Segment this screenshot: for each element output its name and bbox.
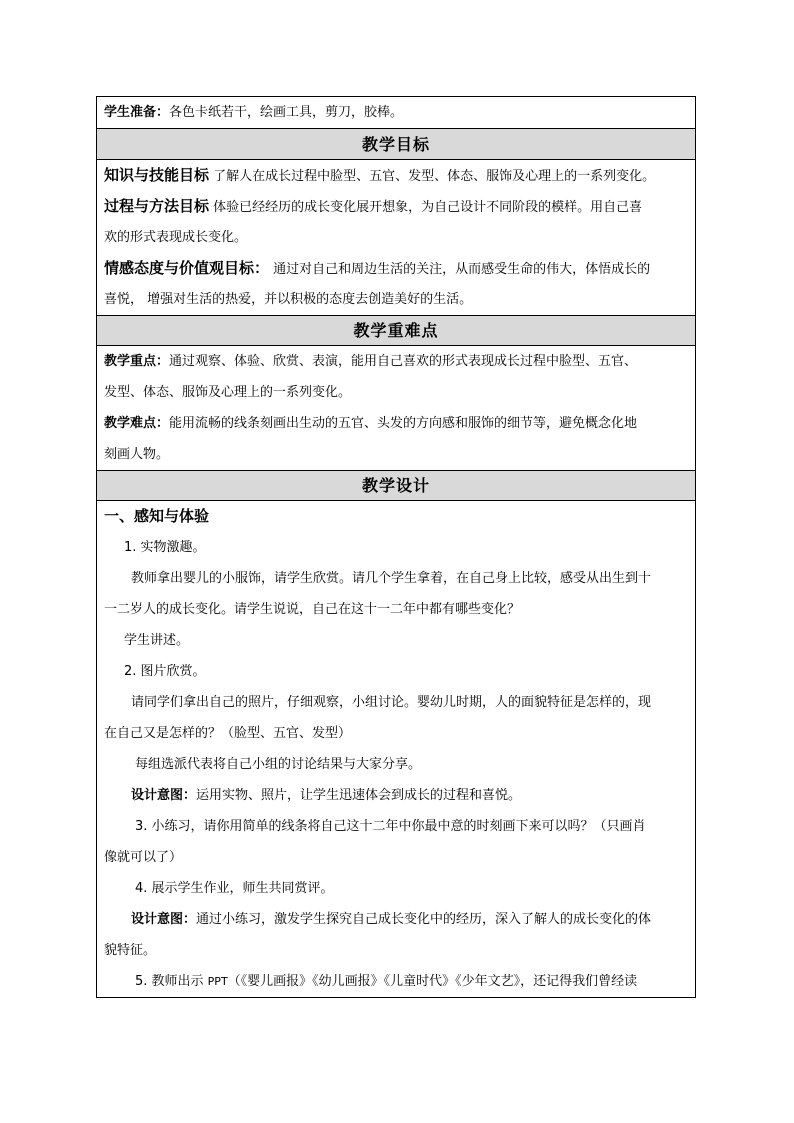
step-1-para-1: 教师拿出婴儿的小服饰，请学生欣赏。请几个学生拿着，在自己身上比较，感受从出生到十 [131,571,652,586]
process-text-1: 体验已经经历的成长变化展开想象，为自己设计不同阶段的模样。用自己喜 [213,200,643,215]
focus-label: 教学重点： [104,354,170,369]
intent-2-text-1: 通过小练习，激发学生探究自己成长变化中的经历，深入了解人的成长变化的体 [196,912,652,927]
process-label: 过程与方法目标 [104,197,210,215]
step-3-line-1: 3. 小练习，请你用简单的线条将自己这十二年中你最中意的时刻画下来可以吗？（只画肖 [135,819,646,834]
objectives-body [97,160,695,316]
intent-2-label: 设计意图： [131,912,197,927]
step-2-para-1: 请同学们拿出自己的照片，仔细观察，小组讨论。婴幼儿时期，人的面貌特征是怎样的，现 [131,695,652,710]
step-5-ppt: PPT [207,975,228,988]
step-2-para-2: 在自己又是怎样的？（脸型、五官、发型） [104,726,352,741]
step-1-para-2: 一二岁人的成长变化。请学生说说，自己在这十一二年中都有哪些变化？ [104,602,521,617]
intent-1-label: 设计意图： [131,788,197,803]
intent-1-text: 运用实物、照片，让学生迅速体会到成长的过程和喜悦。 [196,788,522,803]
step-1: 1. 实物激趣。 [124,540,206,555]
difficulty-text-2: 刻画人物。 [104,447,170,462]
step-3-line-2: 像就可以了） [104,850,183,865]
emotion-text-2: 喜悦， 增强对生活的热爱，并以积极的态度去创造美好的生活。 [104,292,473,307]
difficulty-label: 教学难点： [104,416,170,431]
emotion-label: 情感态度与价值观目标： [104,259,270,277]
student-prep-label: 学生准备： [104,105,170,120]
focus-text-2: 发型、体态、服饰及心理上的一系列变化。 [104,385,352,400]
emotion-text-1: 通过对自己和周边生活的关注，从而感受生命的伟大，体悟成长的 [273,262,651,277]
student-prep-row [97,97,695,129]
step-5-prefix: 5. 教师出示 [135,974,208,989]
design-section-title: 一、感知与体验 [104,507,210,525]
knowledge-label: 知识与技能目标 [104,166,210,184]
student-prep-text: 各色卡纸若干，绘画工具，剪刀，胶棒。 [169,105,404,120]
knowledge-text: 了解人在成长过程中脸型、五官、发型、体态、服饰及心理上的一系列变化。 [213,169,656,184]
focus-text-1: 通过观察、体验、欣赏、表演，能用自己喜欢的形式表现成长过程中脸型、五官、 [169,354,638,369]
design-body [97,501,695,997]
step-4: 4. 展示学生作业，师生共同赏评。 [135,881,334,896]
objectives-heading: 教学目标 [97,129,695,160]
process-text-2: 欢的形式表现成长变化。 [104,230,248,245]
difficulty-text-1: 能用流畅的线条刻画出生动的五官、头发的方向感和服饰的细节等，避免概念化地 [169,416,638,431]
step-5-rest: （《婴儿画报》《幼儿画报》《儿童时代》《少年文艺》，还记得我们曾经读 [227,974,638,989]
lesson-plan-table [96,96,696,998]
intent-2-text-2: 貌特征。 [104,943,157,958]
step-2: 2. 图片欣赏。 [124,664,206,679]
design-heading: 教学设计 [97,471,695,501]
step-2-para-3: 每组选派代表将自己小组的讨论结果与大家分享。 [135,757,422,772]
key-points-body [97,346,695,471]
step-1-para-3: 学生讲述。 [124,633,190,648]
key-points-heading: 教学重难点 [97,316,695,346]
